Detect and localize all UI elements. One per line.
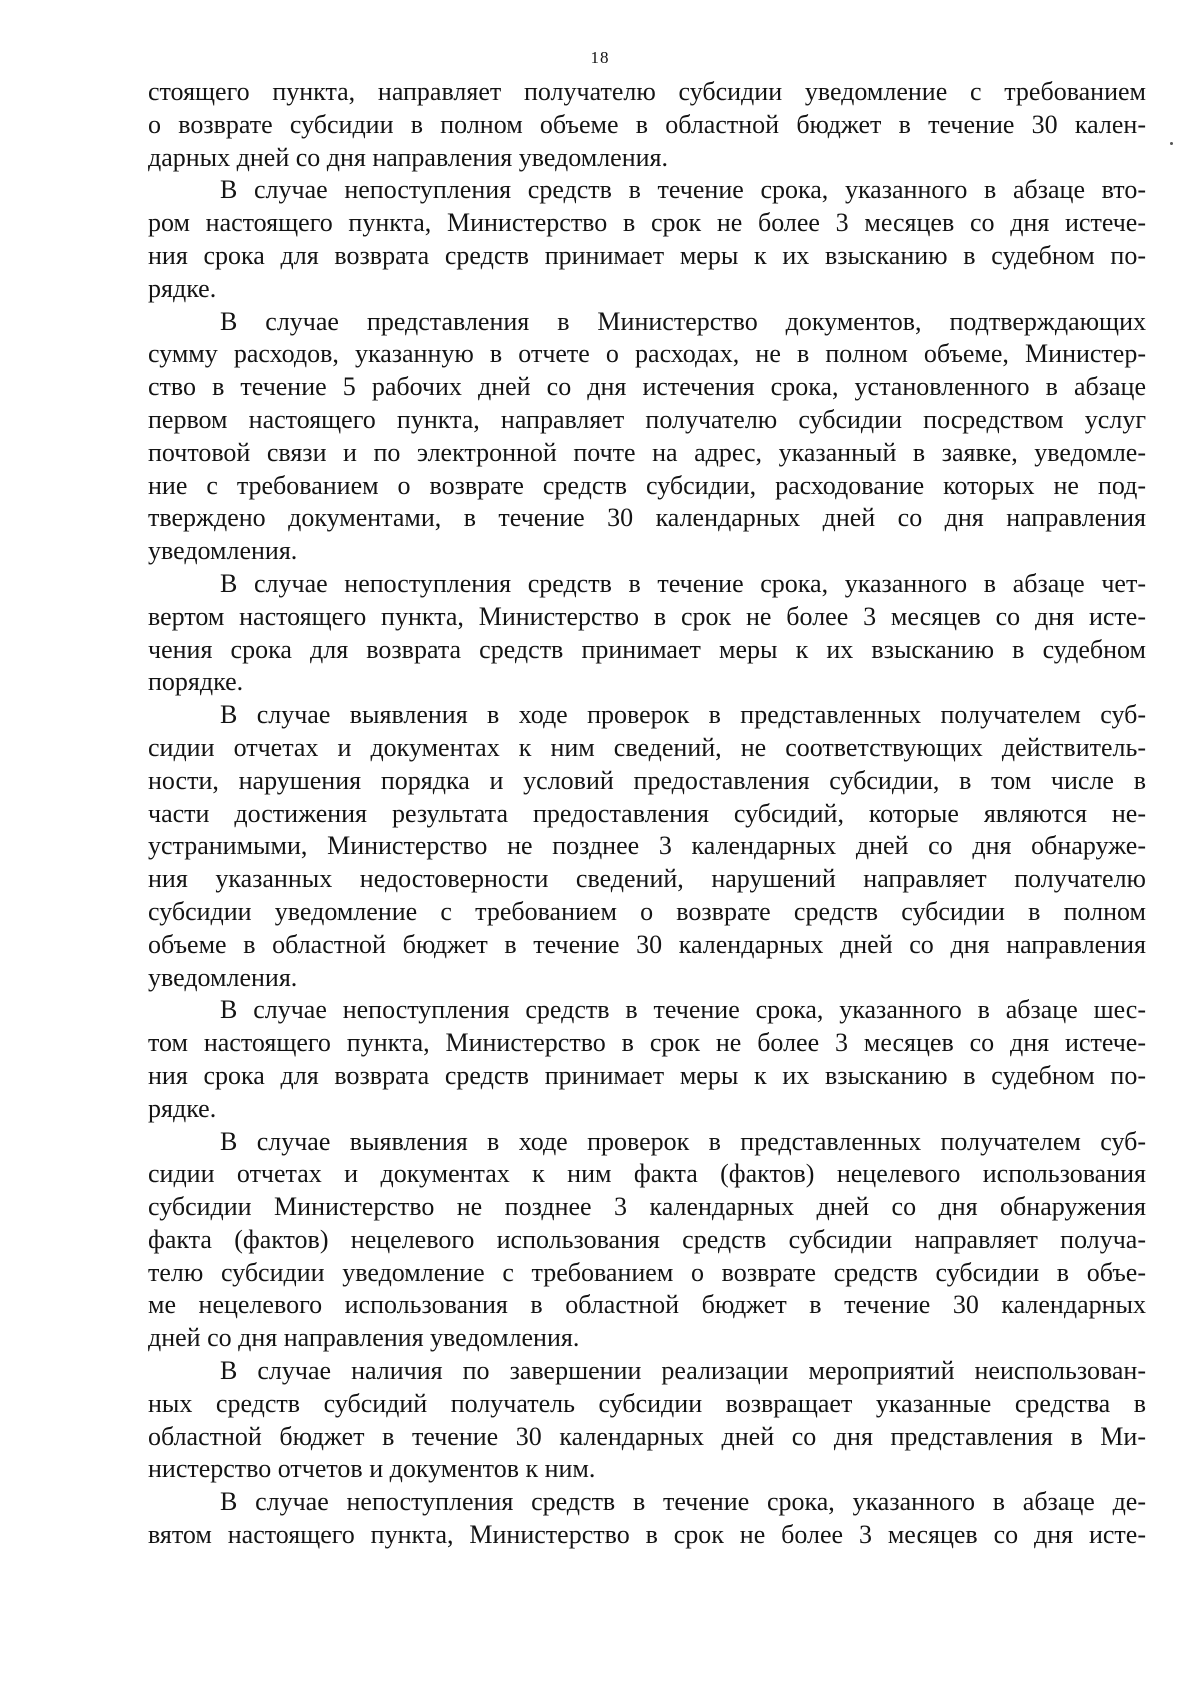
text-line: нистерство отчетов и документов к ним. [148, 1454, 596, 1484]
text-line: ме нецелевого использования в областной бюджет в течение 30 календарных [148, 1290, 1146, 1320]
paragraph-first-line: В случае непоступления средств в течение срока, указанного в абзаце вто- [220, 175, 1146, 205]
page-number: 18 [590, 48, 610, 67]
paragraph-first-line: В случае непоступления средств в течение срока, указанного в абзаце де- [220, 1487, 1146, 1517]
text-line: субсидии уведомление с требованием о возврате средств субсидии в полном [148, 896, 1146, 926]
text-line: части достижения результата предоставления субсидий, которые являются не- [148, 798, 1146, 828]
text-line: том настоящего пункта, Министерство в срок не более 3 месяцев со дня истече- [148, 1028, 1146, 1058]
text-line: факта (фактов) нецелевого использования средств субсидии направляет получа- [148, 1224, 1146, 1254]
text-line: ности, нарушения порядка и условий предоставления субсидии, в том числе в [148, 765, 1146, 795]
paragraph-first-line: В случае непоступления средств в течение срока, указанного в абзаце чет- [220, 568, 1146, 598]
margin-dot [1170, 142, 1173, 145]
text-line: стоящего пункта, направляет получателю субсидии уведомление с требованием [148, 77, 1146, 106]
text-line: сидии отчетах и документах к ним факта (фактов) нецелевого использования [148, 1159, 1146, 1189]
text-line: вятом настоящего пункта, Министерство в срок не более 3 месяцев со дня исте- [148, 1520, 1146, 1550]
text-line: почтовой связи и по электронной почте на адрес, указанный в заявке, уведомле- [148, 437, 1146, 467]
text-line: ния указанных недостоверности сведений, нарушений направляет получателю [148, 864, 1146, 894]
text-line: чения срока для возврата средств принимает меры к их взысканию в судебном [148, 634, 1146, 664]
text-line: областной бюджет в течение 30 календарных дней со дня представления в Ми- [148, 1421, 1146, 1451]
text-line: тверждено документами, в течение 30 календарных дней со дня направления [148, 503, 1146, 533]
text-line: ния срока для возврата средств принимает меры к их взысканию в судебном по- [148, 240, 1146, 270]
text-line: сумму расходов, указанную в отчете о расходах, не в полном объеме, Министер- [148, 339, 1146, 369]
text-line: ство в течение 5 рабочих дней со дня истечения срока, установленного в абзаце [148, 372, 1146, 402]
text-line: рядке. [148, 1093, 217, 1123]
text-line: дней со дня направления уведомления. [148, 1323, 580, 1353]
paragraph-first-line: В случае выявления в ходе проверок в представленных получателем суб- [220, 1126, 1146, 1156]
text-line: телю субсидии уведомление с требованием о возврате средств субсидии в объе- [148, 1257, 1146, 1287]
text-line: первом настоящего пункта, направляет получателю субсидии посредством услуг [148, 404, 1146, 434]
text-line: ром настоящего пункта, Министерство в срок не более 3 месяцев со дня истече- [148, 208, 1146, 238]
text-line: ние с требованием о возврате средств субсидии, расходование которых не под- [148, 470, 1146, 500]
text-line: субсидии Министерство не позднее 3 календарных дней со дня обнаружения [148, 1192, 1146, 1222]
text-line: уведомления. [148, 536, 298, 566]
text-line: рядке. [148, 273, 217, 303]
text-line: сидии отчетах и документах к ним сведений, не соответствующих действитель- [148, 732, 1146, 762]
text-line: ных средств субсидий получатель субсидии возвращает указанные средства в [148, 1388, 1146, 1418]
text-line: порядке. [148, 667, 244, 697]
paragraph-first-line: В случае выявления в ходе проверок в представленных получателем суб- [220, 700, 1146, 730]
document-body [148, 76, 1146, 1552]
text-line: о возврате субсидии в полном объеме в областной бюджет в течение 30 кален- [148, 109, 1146, 139]
text-line: устранимыми, Министерство не позднее 3 календарных дней со дня обнаруже- [148, 831, 1146, 861]
text-line: вертом настоящего пункта, Министерство в срок не более 3 месяцев со дня исте- [148, 601, 1146, 631]
text-line: объеме в областной бюджет в течение 30 календарных дней со дня направления [148, 929, 1146, 959]
text-line: уведомления. [148, 962, 298, 992]
paragraph-first-line: В случае наличия по завершении реализации мероприятий неиспользован- [220, 1356, 1146, 1386]
text-line: дарных дней со дня направления уведомления. [148, 142, 668, 172]
text-line: ния срока для возврата средств принимает меры к их взысканию в судебном по- [148, 1060, 1146, 1090]
paragraph-first-line: В случае непоступления средств в течение срока, указанного в абзаце шес- [220, 995, 1146, 1025]
paragraph-first-line: В случае представления в Министерство документов, подтверждающих [220, 306, 1146, 336]
